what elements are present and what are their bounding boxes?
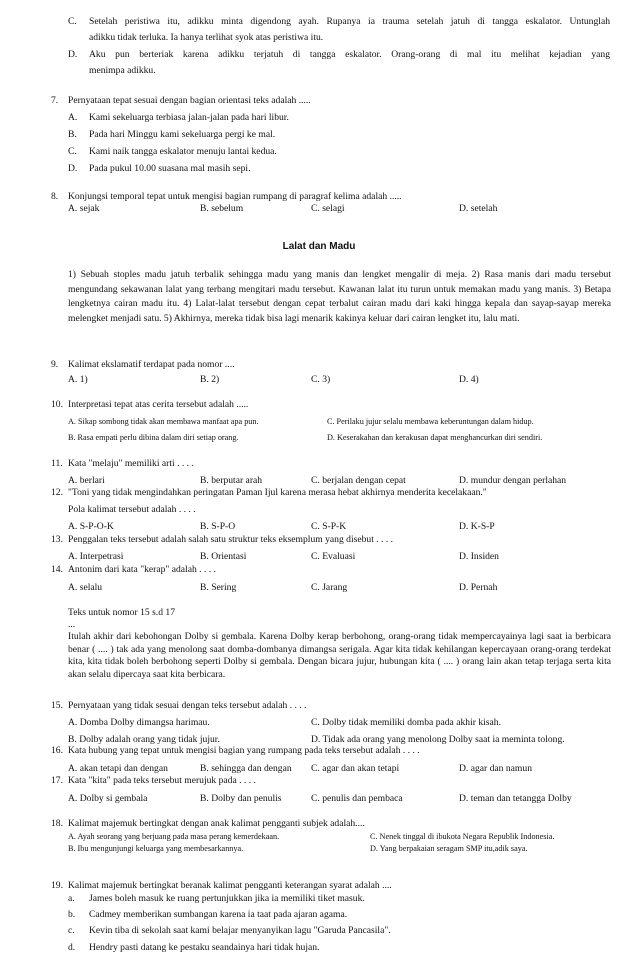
story-paragraph: 1) Sebuah stoples madu jatuh terbalik sehingga madu yang manis dan lengket mengalir di meja. 2) Rasa manis dari madu tersebut mengundang sekawanan lalat yang terbang mengitari madu tersebut. Kawanan lalat itu turun untuk memakan madu yang manis. 3) Betapa lengketnya cairan madu itu. 4) Lalat-lalat tersebut dengan cepat terbalut cairan madu dari kaki hingga kepala dan sayap-sayap mereka melengket menjadi satu. 5) Akhirnya, mereka tidak bisa lagi menarik kakinya keluar dari cairan lengket itu, lalu mati. — [68, 269, 611, 324]
q7-option-a-letter: A. — [68, 112, 78, 123]
q11-question: Kata "melaju" memiliki arti . . . . — [68, 458, 194, 469]
passage-heading: Teks untuk nomor 15 s.d 17 — [68, 607, 175, 618]
q6-option-c-line2: adikku tidak terluka. Ia hanya terlihat syok atas peristiwa itu. — [89, 32, 324, 43]
q7-number: 7. — [51, 95, 59, 106]
q8-option-c: C. selagi — [311, 203, 345, 214]
q11-number: 11. — [51, 458, 63, 469]
q15-number: 15. — [51, 700, 63, 711]
q14-question: Antonim dari kata "kerap" adalah . . . . — [68, 564, 216, 575]
passage-paragraph: Itulah akhir dari kebohongan Dolby si gembala. Karena Dolby kerap berbohong, orang-orang tidak mempercayainya lagi saat ia berbicara benar ( .... ) tak ada yang menolong saat domba-dombanya dimangsa serigala. Agar kita tidak kehilangan kepercayaan orang-orang terdekat kita, kita tidak boleh berbohong seperti Dolby si gembala. Dengan bicara jujur, hubungan kita ( .... ) orang lain akan tetap terjaga serta kita akan selalu dipercaya saat kita berbicara. — [68, 631, 611, 680]
q10-option-b: B. Rasa empati perlu dibina dalam diri setiap orang. — [68, 433, 239, 442]
q19-option-d-letter: d. — [68, 942, 76, 953]
q14-option-c: C. Jarang — [311, 582, 348, 593]
q19-option-c-letter: c. — [68, 925, 75, 936]
q19-option-a: James boleh masuk ke ruang pertunjukkan jika ia memiliki tiket masuk. — [89, 893, 365, 904]
q7-question: Pernyataan tepat sesuai dengan bagian orientasi teks adalah ..... — [68, 95, 311, 106]
q12-number: 12. — [51, 487, 63, 498]
q9-option-a: A. 1) — [68, 374, 88, 385]
q14-number: 14. — [51, 564, 63, 575]
q15-option-d: D. Tidak ada orang yang menolong Dolby saat ia meminta tolong. — [311, 734, 565, 745]
q11-option-c: C. berjalan dengan cepat — [311, 475, 406, 486]
q7-option-b: Pada hari Minggu kami sekeluarga pergi ke mal. — [89, 129, 276, 140]
q19-option-d: Hendry pasti datang ke pestaku seandainya hari tidak hujan. — [89, 942, 320, 953]
q19-number: 19. — [51, 880, 63, 891]
q7-option-c-letter: C. — [68, 146, 77, 157]
q16-option-a: A. akan tetapi dan dengan — [68, 763, 168, 774]
q18-option-b: B. Ibu mengunjungi keluarga yang membesarkannya. — [68, 844, 244, 853]
q17-option-c: C. penulis dan pembaca — [311, 793, 403, 804]
q17-option-b: B. Dolby dan penulis — [200, 793, 282, 804]
q16-option-d: D. agar dan namun — [459, 763, 532, 774]
q11-option-b: B. berputar arah — [200, 475, 263, 486]
q6-option-d-letter: D. — [68, 49, 78, 60]
q7-option-b-letter: B. — [68, 129, 77, 140]
q12-subquestion: Pola kalimat tersebut adalah . . . . — [68, 504, 196, 515]
q6-option-d-line1: Aku pun berteriak karena adikku terjatuh di tangga eskalator. Orang-orang di mal itu melihat kejadian yang — [89, 49, 610, 60]
q9-option-d: D. 4) — [459, 374, 479, 385]
q12-option-b: B. S-P-O — [200, 521, 236, 532]
passage-ellipsis: ... — [68, 619, 76, 630]
q11-option-d: D. mundur dengan perlahan — [459, 475, 567, 486]
q14-option-d: D. Pernah — [459, 582, 498, 593]
q15-option-a: A. Domba Dolby dimangsa harimau. — [68, 717, 210, 728]
q8-question: Konjungsi temporal tepat untuk mengisi bagian rumpang di paragraf kelima adalah ..... — [68, 191, 402, 202]
q10-number: 10. — [51, 399, 63, 410]
q6-option-d-line2: menimpa adikku. — [89, 65, 156, 76]
q13-number: 13. — [51, 534, 63, 545]
q16-option-c: C. agar dan akan tetapi — [311, 763, 400, 774]
q13-option-c: C. Evaluasi — [311, 551, 356, 562]
q12-option-c: C. S-P-K — [311, 521, 347, 532]
q15-option-c: C. Dolby tidak memiliki domba pada akhir kisah. — [311, 717, 501, 728]
q15-option-b: B. Dolby adalah orang yang tidak jujur. — [68, 734, 220, 745]
q18-number: 18. — [51, 818, 63, 829]
q10-option-a: A. Sikap sombong tidak akan membawa manfaat apa pun. — [68, 417, 259, 426]
q17-option-d: D. teman dan tetangga Dolby — [459, 793, 572, 804]
q7-option-c: Kami naik tangga eskalator menuju lantai kedua. — [89, 146, 277, 157]
q18-option-a: A. Ayah seorang yang berjuang pada masa perang kemerdekaan. — [68, 832, 280, 841]
q19-option-c: Kevin tiba di sekolah saat kami belajar menyanyikan lagu "Garuda Pancasila". — [89, 925, 391, 936]
q7-option-d-letter: D. — [68, 163, 78, 174]
q14-option-a: A. selalu — [68, 582, 103, 593]
q10-option-c: C. Perilaku jujur selalu membawa keberuntungan dalam hidup. — [327, 417, 534, 426]
q11-option-a: A. berlari — [68, 475, 105, 486]
q18-option-c: C. Nenek tinggal di ibukota Negara Republik Indonesia. — [370, 832, 555, 841]
q7-option-d: Pada pukul 10.00 suasana mal masih sepi. — [89, 163, 251, 174]
q10-option-d: D. Keserakahan dan kerakusan dapat menghancurkan diri sendiri. — [327, 433, 543, 442]
q8-number: 8. — [51, 191, 59, 202]
q8-option-d: D. setelah — [459, 203, 498, 214]
q9-option-b: B. 2) — [200, 374, 220, 385]
q13-option-d: D. Insiden — [459, 551, 499, 562]
q13-option-b: B. Orientasi — [200, 551, 247, 562]
q19-option-b: Cadmey memberikan sumbangan karena ia taat pada ajaran agama. — [89, 909, 348, 920]
q19-question: Kalimat majemuk bertingkat beranak kalimat pengganti keterangan syarat adalah .... — [68, 880, 392, 891]
q16-question: Kata hubung yang tepat untuk mengisi bagian yang rumpang pada teks tersebut adalah . . . . — [68, 745, 420, 756]
q9-question: Kalimat ekslamatif terdapat pada nomor .... — [68, 359, 235, 370]
q18-option-d: D. Yang berpakaian seragam SMP itu,adik saya. — [370, 844, 528, 853]
q15-question: Pernyataan yang tidak sesuai dengan teks tersebut adalah . . . . — [68, 700, 307, 711]
q17-number: 17. — [51, 775, 63, 786]
q7-option-a: Kami sekeluarga terbiasa jalan-jalan pada hari libur. — [89, 112, 289, 123]
q8-option-a: A. sejak — [68, 203, 100, 214]
q8-option-b: B. sebelum — [200, 203, 244, 214]
q17-option-a: A. Dolby si gembala — [68, 793, 148, 804]
q13-question: Penggalan teks tersebut adalah salah satu struktur teks eksemplum yang disebut . . . . — [68, 534, 394, 545]
q19-option-a-letter: a. — [68, 893, 75, 904]
story-title: Lalat dan Madu — [282, 241, 356, 252]
q16-option-b: B. sehingga dan dengan — [200, 763, 292, 774]
q13-option-a: A. Interpetrasi — [68, 551, 124, 562]
q16-number: 16. — [51, 745, 63, 756]
q6-option-c-line1: Setelah peristiwa itu, adikku minta digendong ayah. Rupanya ia trauma setelah jatuh di tangga eskalator. Untunglah — [89, 16, 610, 27]
q19-option-b-letter: b. — [68, 909, 76, 920]
q10-question: Interpretasi tepat atas cerita tersebut adalah ..... — [68, 399, 249, 410]
q18-question: Kalimat majemuk bertingkat dengan anak kalimat pengganti subjek adalah.... — [68, 818, 365, 829]
q12-option-a: A. S-P-O-K — [68, 521, 114, 532]
q17-question: Kata "kita" pada teks tersebut merujuk pada . . . . — [68, 775, 256, 786]
q9-number: 9. — [51, 359, 59, 370]
q14-option-b: B. Sering — [200, 582, 237, 593]
q12-option-d: D. K-S-P — [459, 521, 495, 532]
q6-option-c-letter: C. — [68, 16, 77, 27]
q9-option-c: C. 3) — [311, 374, 331, 385]
q12-question: "Toni yang tidak mengindahkan peringatan Paman Ijul karena merasa hebat akhirnya menderita kecelakaan." — [68, 487, 487, 498]
